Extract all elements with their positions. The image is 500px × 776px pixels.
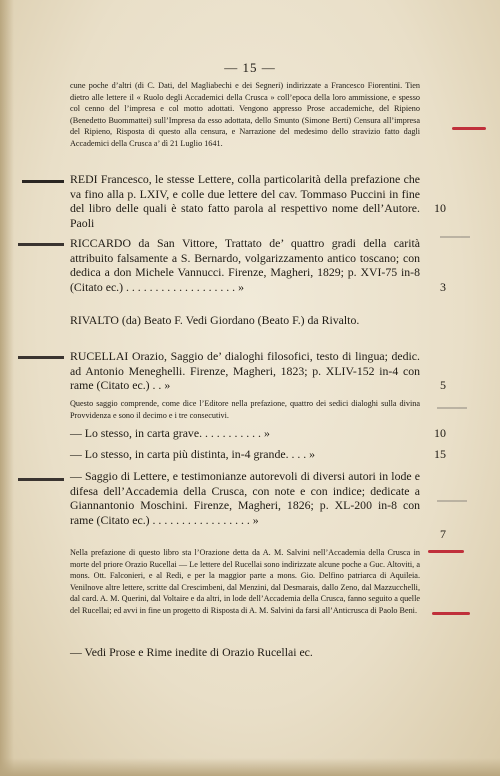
entry-vedi-prose: — Vedi Prose e Rime inedite di Orazio Rucellai ec. [70, 645, 313, 659]
pencil-mark [18, 243, 64, 246]
entry-text: — Saggio di Lettere, e testimonianze autorevoli di diversi autori in lode e difesa dell’Accademia della Crusca, con note e con indice; dedicate a Giannantonio Moschini. Firenze, Magheri, 1826; p. XL-200 in-8 con rame (Citato ec.) . . . . . . . . . . . . . . . . . » [70, 469, 420, 527]
entry-saggio-lettere [70, 469, 446, 542]
entry-riccardo [70, 236, 446, 295]
faint-mark [437, 500, 467, 502]
entry-text: — Lo stesso, in carta più distinta, in-4 grande. . . . » [70, 447, 316, 461]
faint-mark [437, 407, 467, 409]
entry-price: 10 [434, 201, 446, 215]
entry-price: 7 [440, 527, 446, 541]
entry-rivalto [70, 313, 420, 328]
intro-paragraph: cune poche d’altri (di C. Dati, del Magliabechi e dei Segneri) indirizzate a Francesco Fiorentini. Tien dietro alle lettere il « Ruolo degli Accademici della Crusca » coll’epoca della loro ammissione, e spesso col cenno del l’impresa e col motto adottati. Vengono appresso Prose accademiche, del Ripieno (Benedetto Buommattei) sull’Impresa da esso adottata, dello Smunto (Simone Berti) Censura all’impresa del Ripieno, Risposta di questo alla censura, e Narrazione del medesimo dello stravizio fatto dagli Accademici della Crusca a’ dì 21 Luglio 1641. [70, 81, 420, 148]
page-number: — 15 — [224, 60, 276, 75]
entry-carta-grave [70, 426, 446, 441]
entry-price: 3 [440, 280, 446, 294]
page-edge-shadow [0, 0, 14, 776]
faint-mark [440, 236, 470, 238]
page-bottom-shadow [0, 758, 500, 776]
entry-carta-distinta [70, 447, 446, 462]
entry-price: 5 [440, 378, 446, 392]
entry-text: RUCELLAI Orazio, Saggio de’ dialoghi filosofici, testo di lingua; dedic. ad Antonio Meneghelli. Firenze, Magheri, 1823; p. XLIV-152 in-4 con rame (Citato ec.) . . » [70, 349, 420, 393]
red-pencil-mark [432, 612, 470, 615]
note-prefazione: Nella prefazione di questo libro sta l’Orazione detta da A. M. Salvini nell’Accademia della Crusca in morte del priore Orazio Rucellai — Le lettere del Rucellai sono indirizzate alcune poche a Guc. Altoviti, a mons. Ott. Falconieri, e al Redi, e per la maggior parte a mons. Gio. Delfino patriarca di Aquileia. Venilnove altre lettere, scritte dal Crescimbeni, dal Menzini, dal Desmarais, dallo Zeno, dal Mazzucchelli, dal card. A. M. Querini, dal Voltaire e da altri, in lode dell’Accademia della Crusca, fanno seguito a quelle del Rucellai; ed avvi in fine un progetto di Risposta di A. M. Salvini da farsi all’Anticrusca di Paolo Beni. [70, 548, 420, 615]
red-pencil-mark [428, 550, 464, 553]
red-pencil-mark [452, 127, 486, 130]
entry-redi [70, 172, 446, 230]
pencil-mark [18, 478, 64, 481]
entry-text: REDI Francesco, le stesse Lettere, colla particolarità della prefazione che va fino alla p. LXIV, e colle due lettere del cav. Tommaso Puccini in fine del libro delle quali è stato fatto parola al respettivo nome dell’Autore. Paoli [70, 172, 420, 230]
entry-text: RICCARDO da San Vittore, Trattato de’ quattro gradi della carità attribuito falsamente a S. Bernardo, volgarizzamento antico toscano; con dedica a don Michele Vannucci. Firenze, Magheri, 1829; p. XVI-75 in-8 (Citato ec.) . . . . . . . . . . . . . . . . . . . » [70, 236, 420, 294]
pencil-mark [18, 356, 64, 359]
entry-text: RIVALTO (da) Beato F. Vedi Giordano (Beato F.) da Rivalto. [70, 313, 360, 327]
entry-price: 10 [434, 426, 446, 440]
entry-text: — Lo stesso, in carta grave. . . . . . . . . . . » [70, 426, 270, 440]
entry-price: 15 [434, 447, 446, 461]
note-saggio: Questo saggio comprende, come dice l’Editore nella prefazione, quattro dei sedici dialoghi sulla divina Provvidenza e sono il decimo e i tre consecutivi. [70, 399, 420, 420]
entry-rucellai [70, 349, 446, 393]
pencil-mark [22, 180, 64, 183]
